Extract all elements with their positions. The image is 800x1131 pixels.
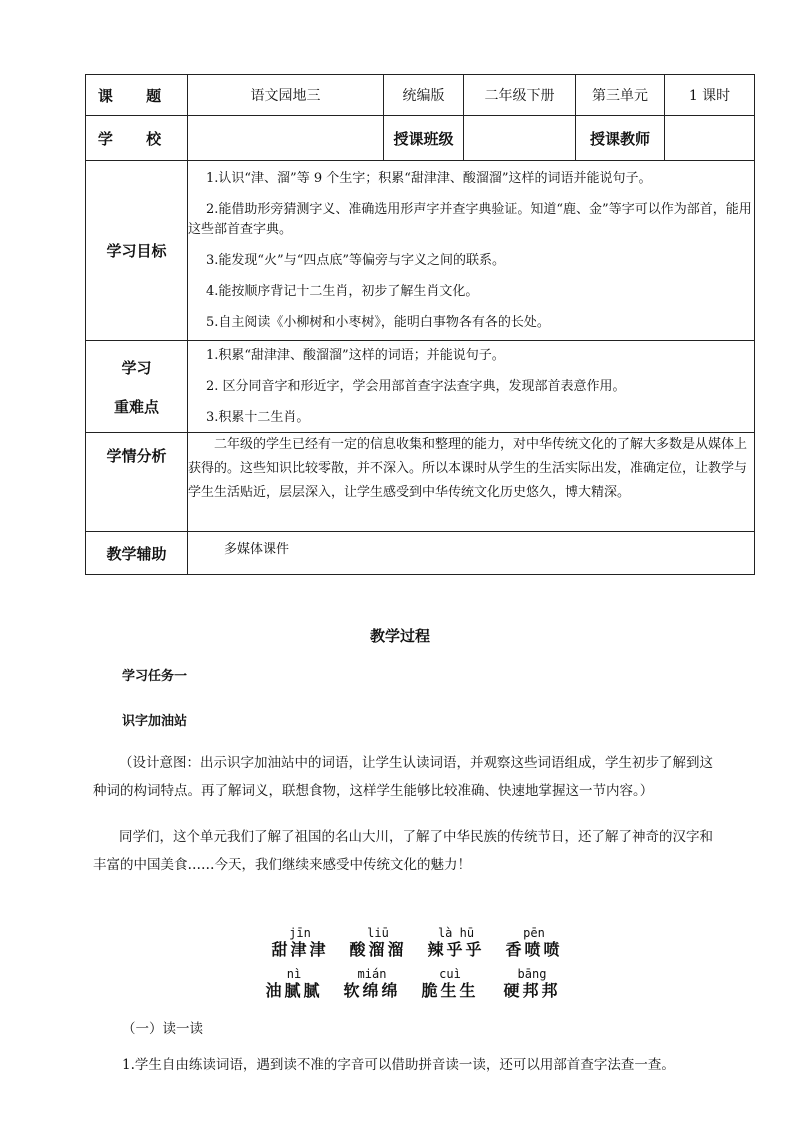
word-item: [262, 967, 326, 1001]
table-row: [86, 75, 755, 116]
analysis-text: [188, 433, 755, 532]
word-item: [418, 967, 482, 1001]
teacher-label: 授课教师: [576, 116, 665, 161]
topic-value: 语文园地三: [188, 75, 384, 116]
word-text: 甜津津: [271, 940, 329, 959]
objective-item: 4.能按顺序背记十二生肖，初步了解生肖文化。: [206, 283, 479, 299]
key-points-label: 学习 重难点: [86, 341, 188, 433]
word-text: 香喷喷: [505, 940, 563, 959]
pinyin: cuì: [439, 967, 461, 981]
hours-cell: 1 课时: [665, 75, 755, 116]
pinyin: là hū: [437, 926, 475, 940]
analysis-paragraph: 二年级的学生已经有一定的信息收集和整理的能力，对中华传统文化的了解大多数是从媒体上获得的。这些知识比较零散，并不深入。所以本课时从学生的生活实际出发，准确定位，让教学与学生生活贴近，层层深入，让学生感受到中华传统文化历史悠久，博大精深。: [188, 437, 748, 500]
school-value: [188, 116, 384, 161]
teacher-value: [665, 116, 755, 161]
word-item: [424, 926, 488, 960]
design-intent: （设计意图：出示识字加油站中的词语，让学生认读词语，并观察这些词语组成，学生初步了解到这种词的构词特点。再了解词义，联想食物，这样学生能够比较准确、快速地掌握这一节内容。）: [93, 755, 713, 799]
read-heading: （一）读一读: [122, 1021, 203, 1037]
word-text: 酸溜溜: [349, 940, 407, 959]
pinyin: bāng: [517, 967, 547, 981]
table-row: [86, 161, 755, 341]
key-points-list: [188, 341, 755, 433]
intro-paragraph: 同学们，这个单元我们了解了祖国的名山大川，了解了中华民族的传统节日，还了解了神奇的汉字和丰富的中国美食……今天，我们继续来感受中传统文化的魅力！: [93, 829, 713, 873]
word-item: [346, 926, 410, 960]
word-item: [340, 967, 404, 1001]
table-row: [86, 433, 755, 532]
pinyin: nì: [286, 967, 302, 981]
aids-label: 教学辅助: [86, 532, 188, 575]
objectives-list: [188, 161, 755, 341]
edition-cell: 统编版: [384, 75, 464, 116]
word-item: [500, 967, 564, 1001]
key-point-item: 2. 区分同音字和形近字，学会用部首查字法查字典，发现部首表意作用。: [206, 378, 626, 394]
word-text: 油腻腻: [265, 981, 323, 1000]
school-label: 学 校: [86, 116, 188, 161]
pinyin: pēn: [523, 926, 545, 940]
grade-cell: 二年级下册: [464, 75, 576, 116]
task-heading: 学习任务一: [122, 669, 188, 684]
word-text: 脆生生: [421, 981, 479, 1000]
table-row: [86, 116, 755, 161]
class-label: 授课班级: [384, 116, 464, 161]
pinyin: liū: [367, 926, 389, 940]
word-item: [502, 926, 566, 960]
objective-item: 1.认识“津、溜”等 9 个生字；积累“甜津津、酸溜溜”这样的词语并能说句子。: [206, 170, 652, 186]
table-row: [86, 341, 755, 433]
key-point-item: 1.积累“甜津津、酸溜溜”这样的词语；并能说句子。: [206, 347, 505, 363]
word-text: 辣乎乎: [427, 940, 485, 959]
objective-item: 5.自主阅读《小柳树和小枣树》，能明白事物各有各的长处。: [206, 314, 550, 330]
objectives-label: 学习目标: [86, 161, 188, 341]
lesson-info-table: [85, 74, 755, 575]
word-text: 硬邦邦: [503, 981, 561, 1000]
aids-text: 多媒体课件: [188, 532, 755, 575]
process-title: 教学过程: [369, 627, 430, 645]
objective-item: 3.能发现“火”与“四点底”等偏旁与字义之间的联系。: [206, 252, 505, 268]
pinyin: mián: [357, 967, 387, 981]
station-heading: 识字加油站: [122, 714, 188, 729]
pinyin: jīn: [289, 926, 311, 940]
step-1-text: 1.学生自由练读词语，遇到读不准的字音可以借助拼音读一读，还可以用部首查字法查一查。: [122, 1057, 675, 1073]
word-text: 软绵绵: [343, 981, 401, 1000]
word-item: [268, 926, 332, 960]
unit-cell: 第三单元: [576, 75, 665, 116]
objective-item: 2.能借助形旁猜测字义、准确选用形声字并查字典验证。知道“鹿、金”等字可以作为部首，能用这些部首查字典。: [188, 201, 752, 237]
key-point-item: 3.积累十二生肖。: [206, 409, 310, 425]
class-value: [464, 116, 576, 161]
table-row: [86, 532, 755, 575]
analysis-label: 学情分析: [86, 433, 188, 532]
topic-label: 课 题: [86, 75, 188, 116]
